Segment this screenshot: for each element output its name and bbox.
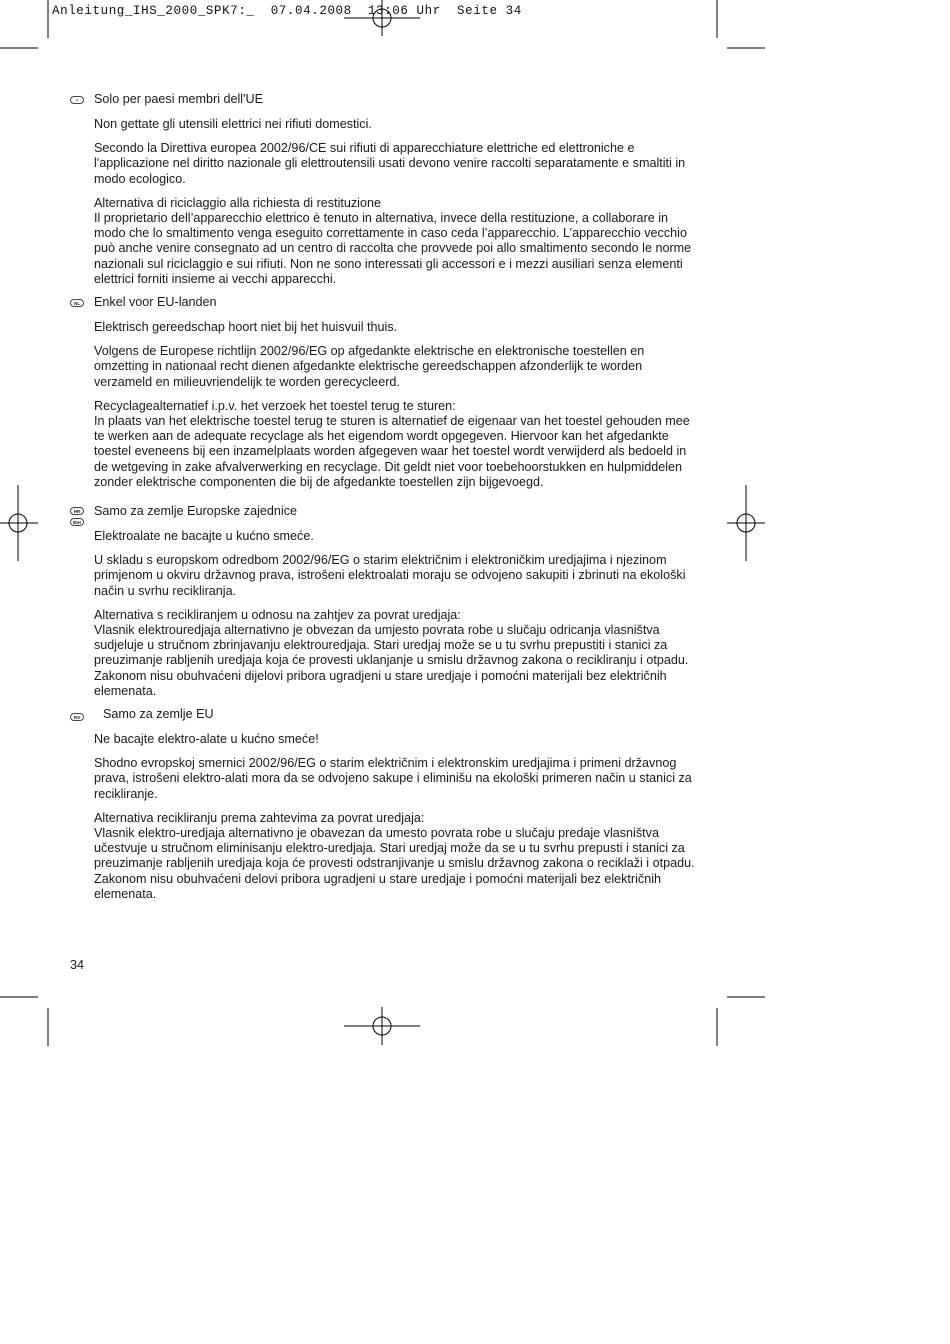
paragraph-heading: Alternativa di riciclaggio alla richiesta di restituzione (94, 195, 381, 210)
section-title: Samo za zemlje EU (103, 707, 214, 721)
paragraph: U skladu s europskom odredbom 2002/96/EG o starim električnim i elektroničkim uredjajima i njezinom primjenom u okviru državnog prava, istrošeni elektroalati moraju se odvojeno sakupiti i zbrinuti na ekološki način u svrhu recikliranja. (94, 553, 686, 598)
section-italian (70, 92, 695, 296)
paragraph: Ne bacajte elektro-alate u kućno smeće! (94, 732, 319, 746)
paragraph: Non gettate gli utensili elettrici nei rifiuti domestici. (94, 117, 372, 131)
section-title: Enkel voor EU-landen (94, 295, 217, 309)
country-flag-icon: BIH (70, 518, 84, 526)
section-serbian (70, 707, 695, 911)
paragraph: Shodno evropskoj smernici 2002/96/EG o starim električnim i elektronskim uredjajima i primeni državnog prava, istrošeni elektro-alati mora da se odvojeno sakupe i eliminišu na ekološki primeren način u stanici za recikliranje. (94, 756, 692, 801)
paragraph-heading: Alternativa s recikliranjem u odnosu na zahtjev za povrat uredjaja: (94, 607, 461, 622)
print-header: Anleitung_IHS_2000_SPK7:_ 07.04.2008 13:06 Uhr Seite 34 (52, 4, 522, 18)
paragraph: Vlasnik elektrouredjaja alternativno je obvezan da umjesto povrata robe u slučaju odricanja vlasništva sudjeluje u stručnom zbrinjavanju elektrouredjaja. Stari uredjaj može se u tu svrhu prepustiti i stanici za preuzimanje rabljenih uredjaja koja će provesti uklanjanje u smislu državnog zakona o recikliranju i otpadu. Zakonom nisu obuhvaćeni dijelovi pribora ugradjeni u stare uredjaje i pomoćni materijali bez električnih elemenata. (94, 623, 689, 698)
paragraph-heading: Recyclagealternatief i.p.v. het verzoek het toestel terug te sturen: (94, 398, 456, 413)
paragraph: In plaats van het elektrische toestel terug te sturen is alternatief de eigenaar van het toestel gehouden mee te werken aan de adequate recyclage als het eigendom wordt opgegeven. Hiervoor kan het afgedankte toestel eveneens bij een inzamelplaats worden afgegeven waar het toestel wordt verwijderd als bedoeld in de wetgeving in zake afvalverwerking en recyclage. Dit geldt niet voor toebehoorstukken en hulpmiddelen zonder elektrische componenten die bij de afgedankte toestellen zijn bijgevoegd. (94, 414, 690, 489)
section-dutch (70, 295, 695, 499)
country-flag-icon: NL (70, 299, 84, 307)
section-title: Solo per paesi membri dell'UE (94, 92, 263, 106)
page-number: 34 (70, 958, 85, 972)
country-flag-icon: HR (70, 507, 84, 515)
paragraph: Elektrisch gereedschap hoort niet bij het huisvuil thuis. (94, 320, 398, 334)
paragraph: Elektroalate ne bacajte u kućno smeće. (94, 529, 314, 543)
paragraph-heading: Alternativa recikliranju prema zahtevima za povrat uredjaja: (94, 810, 425, 825)
section-title: Samo za zemlje Europske zajednice (94, 504, 298, 518)
paragraph: Volgens de Europese richtlijn 2002/96/EG op afgedankte elektrische en elektronische toestellen en omzetting in nationaal recht dienen afgedankte elektrische gereedschappen afzonderlijk te worden verzameld en milieuvriendelijk te worden gerecycleerd. (94, 344, 645, 389)
paragraph: Secondo la Direttiva europea 2002/96/CE sui rifiuti di apparecchiature elettriche ed elettroniche e l'applicazione nel diritto nazionale gli elettroutensili usati devono venire raccolti separatamente e smaltiti in modo ecologico. (94, 141, 686, 186)
country-flag-icon: RS (70, 713, 84, 721)
paragraph: Vlasnik elektro-uredjaja alternativno je obavezan da umesto povrata robe u slučaju predaje vlasništva učestvuje u stručnom eliminisanju elektro-uredjaja. Stari uredjaj može da se u tu svrhu prepusti i stanici za preuzimanje rabljenih uredjaja koja će provesti odstranjivanje u smislu državnog zakona o reciklaži i otpadu. Zakonom nisu obuhvaćeni delovi pribora ugradjeni u stare uredjaje i pomoćni materijali bez električnih elemenata. (94, 826, 695, 901)
section-croatian (70, 504, 695, 708)
paragraph: Il proprietario dell’apparecchio elettrico è tenuto in alternativa, invece della restituzione, a collaborare in modo che lo smaltimento venga eseguito correttamente in caso ceda l’apparecchio. L’apparecchio vecchio può anche venire consegnato ad un centro di raccolta che provvede poi allo smaltimento secondo le norme nazionali sul riciclaggio e sui rifiuti. Non ne sono interessati gli accessori e i mezzi ausiliari senza elementi elettrici forniti insieme ai vecchi apparecchi. (94, 211, 692, 286)
country-flag-icon: I (70, 96, 84, 104)
